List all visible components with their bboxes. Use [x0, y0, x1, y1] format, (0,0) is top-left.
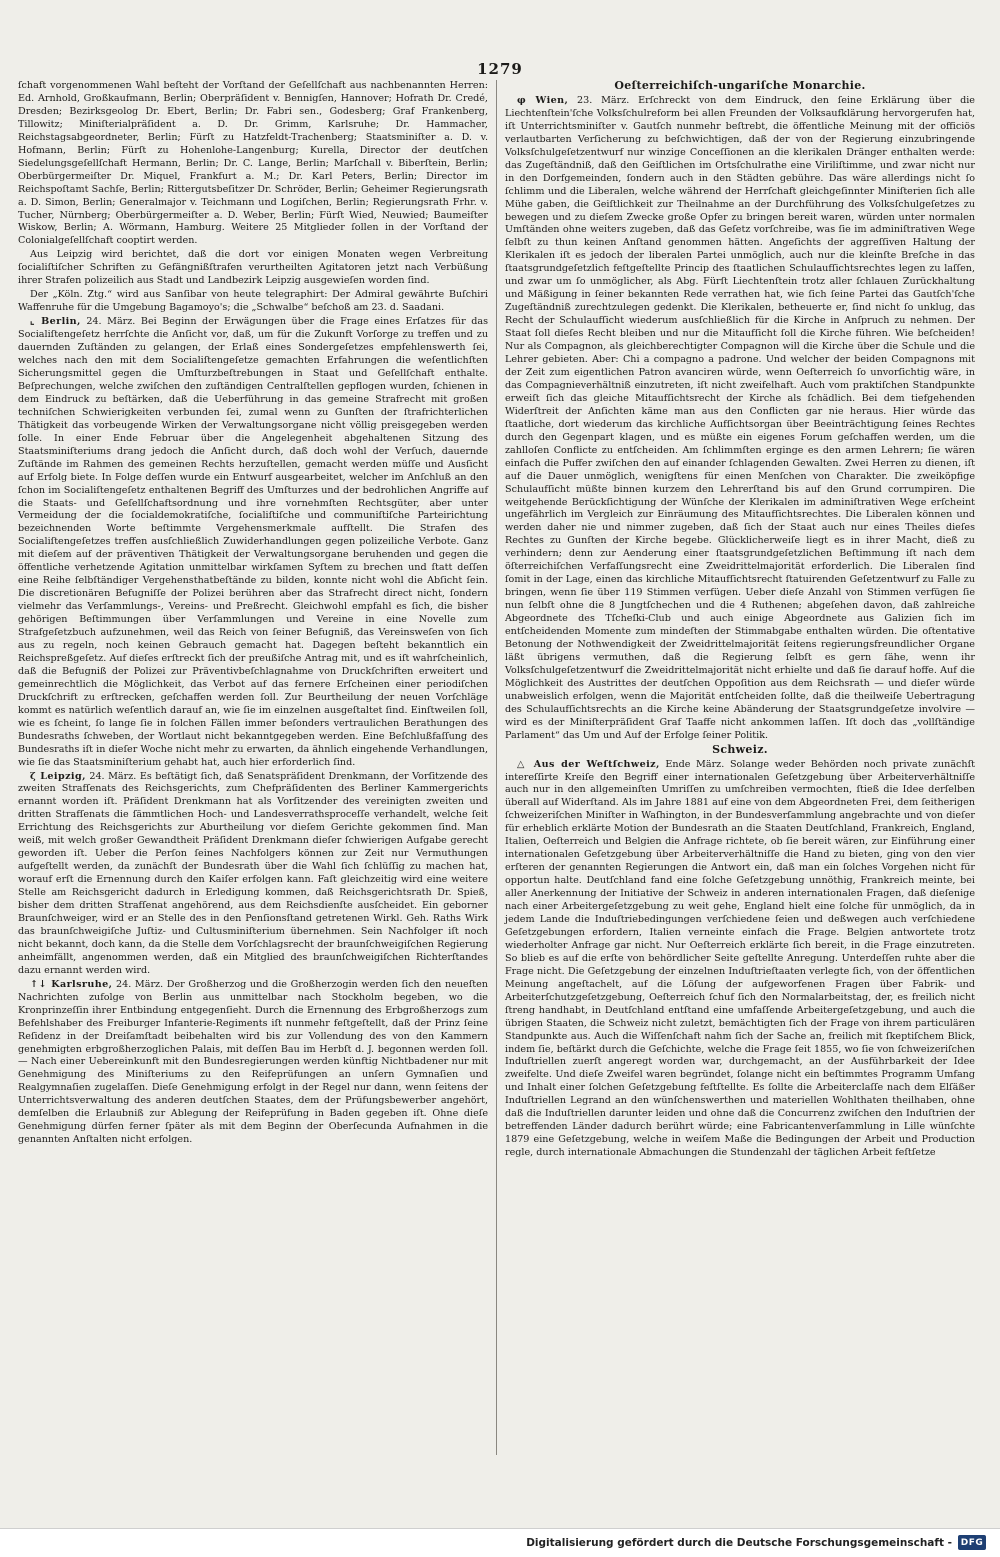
column-divider	[496, 80, 497, 1455]
right-column	[505, 80, 975, 1161]
article-paragraph	[505, 759, 975, 1161]
section-heading-switzerland: Schweiz.	[712, 742, 768, 756]
funding-notice: Digitalisierung gefördert durch die Deutsche Forschungsgemeinschaft -	[526, 1537, 952, 1549]
left-column	[18, 80, 488, 1148]
article-dateline: ζ Leipzig,	[30, 770, 86, 782]
article-text: 24. März. Der Großherzog und die Großherzogin werden ſich den neueſten Nachrichten zufolge von Berlin aus unmittelbar nach Stockholm begeben, wo die Kronprinzeſſin ihrer Entbindung entgegenſieht. Durch die Ernennung des Erbgroßherzogs zum Befehlshaber des Freiburger Infanterie-Regiments iſt nunmehr feſtgeſtellt, daß der Prinz ſeine Reſidenz in der Dreiſamſtadt beibehalten wird bis zur Vollendung des von den Kammern genehmigten erbgroßherzoglichen Palais, mit deſſen Bau im Herbſt d. J. begonnen werden ſoll. — Nach einer Uebereinkunft mit den Bundesregierungen werden künftig Nichtbadener nur mit Genehmigung des Miniſteriums zu den Reifeprüfungen an unſern Gymnaſien und Realgymnaſien zugelaſſen. Dieſe Genehmigung erfolgt in der Regel nur dann, wenn ſeitens der Unterrichtsverwaltung des anderen deutſchen Staates, dem der Prüfungsbewerber angehört, demſelben die Erlaubniß zur Ablegung der Reifeprüfung in Baden gegeben iſt. Ohne dieſe Genehmigung dürfen ferner ſpäter als mit dem Beginn der Oberſecunda Aufnahmen in die genannten Anſtalten nicht erfolgen.	[18, 978, 488, 1146]
article-paragraph	[18, 316, 488, 769]
article-dateline: ↑↓ Karlsruhe,	[30, 978, 113, 990]
article-text: Ende März. Solange weder Behörden noch private zunächſt intereſſirte Kreiſe den Begriff einer internationalen Geſetzgebung über Arbeiterverhältniſſe auch nur in den allgemeinſten Umriſſen zu umſchreiben vermochten, ſtieß die Idee derſelben überall auf Widerſtand. Als im Jahre 1881 auf eine von dem Abgeordneten Frei, dem ſeitherigen ſchweizeriſchen Miniſter in Waſhington, in der Bundesverſammlung angebrachte und von dieſer für erheblich erklärte Motion der Bundesrath an die Staaten Deutſchland, Frankreich, England, Italien, Oeſterreich und Belgien die Anfrage richtete, ob ſie bereit wären, zur Einführung einer internationalen Geſetzgebung über Arbeiterverhältniſſe die Hand zu bieten, ging von den vier erſteren der genannten Regierungen die Antwort ein, daß man ein ſolches Vorgehen nicht für opportun halte. Deutſchland fand eine ſolche Geſetzgebung unnöthig, Frankreich meinte, bei aller Anerkennung der Initiative der Schweiz in anderen internationalen Fragen, daß dieſenige nach einer Arbeitergeſetzgebung zu weit gehe, England hielt eine ſolche für unmöglich, da in jedem Lande die Induſtriebedingungen verſchiedene ſeien und deßwegen auch verſchiedene Geſetzgebungen erfordern, Italien verneinte einfach die Frage. Belgien antwortete trotz wiederholter Anfrage gar nicht. Nur Oeſterreich erklärte ſich bereit, in die Frage einzutreten. So blieb es auf die erſte von behördlicher Seite geſtellte Anregung. Unterdeſſen ruhte aber die Frage nicht. Die Geſetzgebung der einzelnen Induſtrieſtaaten verlegte ſich, von der öffentlichen Meinung angeſtachelt, auf die Löſung der aufgeworfenen Fragen über Fabrik- und Arbeiterſchutzgeſetzgebung, Oeſterreich ſchuf ſich den Normalarbeitstag, der, es freilich nicht ſtreng handhabt, in Deutſchland entſtand eine umfaſſende Arbeitergeſetzgebung, und auch die übrigen Staaten, die Schweiz nicht zuletzt, bemächtigten ſich der Frage von ihrem particulären Standpunkte aus. Auch die Wiſſenſchaft nahm ſich der Sache an, freilich mit ſkeptiſchem Blick, indem ſie, beſtärkt durch die Geſchichte, welche die Frage ſeit 1855, wo ſie von ſchweizeriſchen Induſtriellen zuerſt angeregt worden war, durchgemacht, an der Ausführbarkeit der Idee zweifelte. Und dieſe Zweifel waren begründet, ſolange nicht ein beſtimmtes Programm Umfang und Inhalt einer ſolchen Geſetzgebung feſtſtellte. Es ſollte die Arbeiterclaſſe nach dem Elſäßer Induſtriellen Legrand an den wünſchenswerthen und materiellen Wohlthaten theilhaben, ohne daß die Induſtriellen darunter leiden und ohne daß die Concurrenz zwiſchen den Induſtrien der betreffenden Länder dadurch berührt würde; eine Fabricantenverſammlung in Lille wünſchte 1879 eine Geſetzgebung, welche in weiſem Maße die Bedingungen der Arbeit und Production regle, durch internationale Abmachungen die Stundenzahl der täglichen Arbeit feſtſetze	[505, 758, 976, 1159]
article-text: 24. März. Es beſtätigt ſich, daß Senatspräſident Drenkmann, der Vorſitzende des zweiten Strafſenats des Reichsgerichts, zum Chefpräſidenten des Berliner Kammergerichts ernannt worden iſt. Präſident Drenkmann hat als Vorſitzender des vereinigten zweiten und dritten Strafſenats die ſämmtlichen Hoch- und Landesverrathsproceſſe verhandelt, welche ſeit Errichtung des Reichsgerichts zur Aburtheilung vor dieſem Gerichte gekommen ſind. Man weiß, mit welch großer Gewandtheit Präſident Drenkmann dieſer ſchwierigen Aufgabe gerecht geworden iſt. Ueber die Perſon ſeines Nachfolgers können zur Zeit nur Vermuthungen aufgeſtellt werden, da zunächſt der Bundesrath über die Wahl ſich ſchlüſſig zu machen hat, worauf erſt die Ernennung durch den Kaiſer erfolgen kann. Faſt gleichzeitig wird eine weitere Stelle am Reichsgericht dadurch in Erledigung kommen, daß Reichsgerichtsrath Dr. Spieß, bisher dem dritten Strafſenat angehörend, aus dem Reichsdienſte ausſcheidet. Ein geborner Braunſchweiger, wird er an Stelle des in den Penſionsſtand getretenen Wirkl. Geh. Raths Wirk das braunſchweigiſche Juſtiz- und Cultusminiſterium übernehmen. Sein Nachfolger iſt noch nicht bekannt, doch kann, da die Stelle dem Vorſchlagsrecht der braunſchweigiſchen Regierung anheimfällt, angenommen werden, daß ein Mitglied des braunſchweigiſchen Richterſtandes dazu ernannt werden wird.	[18, 770, 488, 976]
article-dateline: ⌞ Berlin,	[30, 316, 81, 328]
article-text: Aus Leipzig wird berichtet, daß die dort vor einigen Monaten wegen Verbreitung ſocialiſtiſcher Schriften zu Gefängnißſtrafen verurtheilten Agitatoren jetzt nach Verbüßung ihrer Strafen polizeilich aus Stadt und Landbezirk Leipzig ausgewieſen worden ſind.	[18, 249, 488, 287]
switzerland-articles	[505, 759, 975, 1161]
article-paragraph	[505, 95, 975, 743]
article-paragraph	[18, 979, 488, 1147]
article-paragraph	[18, 80, 488, 248]
newspaper-page	[18, 0, 982, 1540]
footer-bar	[0, 1528, 1000, 1557]
article-dateline: △ Aus der Weſtſchweiz,	[517, 758, 660, 770]
article-text: 23. März. Erſchreckt von dem Eindruck, den ſeine Erklärung über die Liechtenſtein'ſche Volksſchulreform bei allen Freunden der Volksaufklärung hervorgerufen hat, iſt Unterrichtsminiſter v. Gautſch nunmehr beſtrebt, die öffentliche Meinung mit der officiös verlautbarten Verſicherung zu beſchwichtigen, daß der von der Regierung einzubringende Volksſchulgeſetzentwurf nur winzige Conceſſionen an die klerikalen Dränger enthalten werde: das Zugeſtändniß, daß den Geiſtlichen im Ortsſchulrathe eine Viriliſtimme, und zwar nicht nur in den Dorfgemeinden, ſondern auch in den Städten gebühre. Das wäre allerdings nicht ſo ſchlimm und die Liberalen, welche während der Herrſchaft gleichgeſinnter Miniſterien ſich alle Mühe gaben, die Geiſtlichkeit zur Theilnahme an der Durchführung des Volksſchulgeſetzes zu bewegen und zu dieſem Zwecke große Opfer zu bringen bereit waren, würden unter normalen Umſtänden ohne weiters zugeben, daß das Geſetz vorſchreibe, was ſie im adminiſtrativen Wege ſelbſt zu thun keinen Anſtand genommen hätten. Angeſichts der aggreſſiven Haltung der Klerikalen iſt es jedoch der liberalen Partei unmöglich, auch nur die kleinſte Breſche in das ſtaatsgrundgeſetzlich feſtgeſtellte Princip des ſtaatlichen Schulaufſichtsrechtes legen zu laſſen, und zwar um ſo unmöglicher, als Abg. Fürſt Liechtenſtein trotz aller ſchlauen Zurückhaltung und Mäßigung in ſeiner bekannten Rede verrathen hat, wie ſich ſeine Partei das Gautſch'ſche Zugeſtändniß zurechtzulegen gedenkt. Die Klerikalen, betheuerte er, ſind nicht ſo unklug, das Recht der Schulaufſicht wiederum ausſchließlich für die Kirche in Anſpruch zu nehmen. Der Staat ſoll dieſes Recht bleiben und nur die Mitaufſicht ſoll die Kirche führen. Wie beſcheiden! Nur als Compagnon, als gleichberechtigter Compagnon will die Kirche über die Schule und die Lehrer gebieten. Aber: Chi a compagno a padrone. Und welcher der beiden Compagnons mit der Zeit zum eigentlichen Patron avanciren würde, wenn Oeſterreich ſo unvorſichtig wäre, in das Compagnieverhältniß einzutreten, iſt nicht zweifelhaft. Auch vom praktiſchen Standpunkte erweiſt ſich das gleiche Mitaufſichtsrecht der Kirche als ſchädlich. Bei dem tiefgehenden Widerſtreit der Anſichten käme man aus den Conflicten gar nie heraus. Hier würde das ſtaatliche, dort wiederum das kirchliche Aufſichtsorgan über Beeinträchtigung ſeines Rechtes durch den Gegenpart klagen, und es müßte ein eigenes Forum geſchaffen werden, um die zahlloſen Conflicte zu entſcheiden. Am ſchlimmſten erginge es den armen Lehrern; ſie wären einfach die Puffer zwiſchen den auf einander ſchlagenden Gewalten. Zwei Herren zu dienen, iſt auf die Dauer unmöglich, wenigſtens für einen Menſchen von Charakter. Die zweiköpfige Schulaufſicht müßte binnen kurzem den Lehrerſtand bis auf den Grund corrumpiren. Die weitgehende Berückſichtigung der Wünſche der Klerikalen im adminiſtrativen Wege erſcheint ungefährlich im Vergleich zur Einräumung des Mitaufſichtsrechtes. Die Liberalen können und werden daher nie und nimmer zugeben, daß ſich der Staat auch nur eines Theiles dieſes Rechtes zu Gunſten der Kirche begebe. Glücklicherweiſe liegt es in ihrer Macht, dieß zu verhindern; denn zur Aenderung einer ſtaatsgrundgeſetzlichen Beſtimmung iſt nach dem öſterreichiſchen Verfaſſungsrecht eine Zweidrittelmajorität erforderlich. Die Liberalen ſind ſomit in der Lage, einen das kirchliche Mitaufſichtsrecht ſtatuirenden Geſetzentwurf zu Falle zu bringen, wenn ſie über 119 Stimmen verfügen. Ueber dieſe Anzahl von Stimmen verfügen ſie nun ſelbſt ohne die 8 Jungtſchechen und die 4 Ruthenen; abgeſehen davon, daß zahlreiche Abgeordnete des Tſcheſki-Club und auch einige Abgeordnete aus Galizien ſich im entſcheidenden Momente zum mindeſten der Stimmabgabe enthalten würden. Die oſtentative Betonung der Nothwendigkeit der Zweidrittelmajorität ſeitens regierungsfreundlicher Organe läßt übrigens vermuthen, daß die Regierung ſelbſt es gern ſähe, wenn ihr Volksſchulgeſetzentwurf die Zweidrittelmajorität nicht erhielte und daß ſie darauf hoffe. Auf die Möglichkeit des Austrittes der deutſchen Oppoſition aus dem Reichsrath — und dieſer würde unabweislich erfolgen, wenn die Majorität entſcheiden ſollte, daß die theilweiſe Uebertragung des Schulaufſichtsrechts an die Kirche keine Abänderung der Staatsgrundgeſetze involvire — wird es der Miniſterpräſident Graf Taaffe nicht ankommen laſſen. Iſt doch das „vollſtändige Parlament“ das Um und Auf der Erfolge ſeiner Politik.	[505, 94, 975, 741]
article-text: 24. März. Bei Beginn der Erwägungen über die Frage eines Erſatzes für das Socialiſtengeſetz herrſchte die Anſicht vor, daß, um für die Zukunft Vorſorge zu treffen und zu dauernden Zuſtänden zu gelangen, der Erlaß eines Sondergeſetzes empfehlenswerth ſei, welches nach den mit dem Socialiſtengeſetze gemachten Erfahrungen die weſentlichſten Sicherungsmittel gegen die Umſturzbeſtrebungen in Staat und Geſellſchaft enthalte. Beſprechungen, welche zwiſchen den zuſtändigen Centralſtellen gepflogen wurden, ſchienen in dem Eindruck zu beſtärken, daß die Ueberführung in das gemeine Strafrecht mit großen techniſchen Schwierigkeiten verbunden ſei, zumal wenn zu Gunſten der ſtrafrichterlichen Thätigkeit das vorbeugende Wirken der Verwaltungsorgane nicht völlig preisgegeben werden ſolle. In einer Ende Februar über die Angelegenheit abgehaltenen Sitzung des Staatsminiſteriums drang jedoch die Anſicht durch, daß doch wohl der Verſuch, dauernde Zuſtände im Rahmen des gemeinen Rechts herzuſtellen, gemacht werden müſſe und Ausſicht auf Erfolg biete. In Folge deſſen wurde ein Entwurf ausgearbeitet, welcher im Anſchluß an den ſchon im Socialiſtengeſetz enthaltenen Begriff des Umſturzes und der bedrohlichen Angriffe auf die Staats- und Geſellſchaftsordnung und ihre vornehmſten Rechtsgüter, aber unter Vermeidung der die ſocialdemokratiſche, ſocialiſtiſche und communiſtiſche Parteirichtung bezeichnenden Worte beſtimmte Vergehensmerkmale aufſtellt. Die Strafen des Socialiſtengeſetzes treffen ausſchließlich Zuwiderhandlungen gegen polizeiliche Verbote. Ganz mit dieſem auf der präventiven Thätigkeit der Verwaltungsorgane beruhenden und gegen die öffentliche verhetzende Agitation unmittelbar wirkſamen Syſtem zu brechen und ſtatt deſſen eine Reihe ſelbſtändiger Vergehensthatbeſtände zu bilden, konnte nicht wohl die Abſicht ſein. Die discretionären Befugniſſe der Polizei berühren aber das Strafrecht direct nicht, ſondern vielmehr das Verſammlungs-, Vereins- und Preßrecht. Gleichwohl empfahl es ſich, die bisher gehörigen Beſtimmungen über Verſammlungen und Vereine in eine Novelle zum Strafgeſetzbuch aufzunehmen, weil das Reich von ſeiner Befugniß, das Vereinsweſen von ſich aus zu regeln, noch keinen Gebrauch gemacht hat. Dagegen beſteht bekanntlich ein Reichspreßgeſetz. Auf dieſes erſtreckt ſich der preußiſche Antrag mit, und es iſt wahrſcheinlich, daß die Befugniß der Polizei zur Präventivbeſchlagnahme von Druckſchriften erweitert und gemeinrechtlich die Möglichkeit, das Verbot auf das fernere Erſcheinen einer periodiſchen Druckſchrift zu erſtrecken, geſchaffen werden ſoll. Zur Beurtheilung der neuen Vorſchläge kommt es natürlich weſentlich darauf an, wie ſie im einzelnen ausgeſtaltet ſind. Einſtweilen ſoll, wie es ſcheint, ſo lange ſie in ſolchen Fällen immer beſonders vertraulichen Berathungen des Bundesraths ſchweben, der Wortlaut nicht bekanntgegeben werden. Eine Beſchlußfaſſung des Bundesraths iſt in dieſer Woche nicht mehr zu erwarten, da ähnlich eingehende Verhandlungen, wie ſie das Staatsminiſterium gehabt hat, auch hier erforderlich ſind.	[18, 316, 488, 768]
article-text: ſchaft vorgenommenen Wahl beſteht der Vorſtand der Geſellſchaft aus nachbenannten Herren: Ed. Arnhold, Großkaufmann, Berlin; Oberpräſident v. Bennigſen, Hannover; Hofrath Dr. Credé, Dresden; Bezirksgeolog Dr. Ebert, Berlin; Dr. Fabri sen., Godesberg; Graf Frankenberg, Tillowitz; Miniſterialpräſident a. D. Dr. Grimm, Karlsruhe; Dr. Hammacher, Reichstagsabgeordneter, Berlin; Fürſt zu Hatzfeldt-Trachenberg; Staatsminiſter a. D. v. Hofmann, Berlin; Fürſt zu Hohenlohe-Langenburg; Kurella, Director der deutſchen Siedelungsgeſellſchaft Hermann, Berlin; Dr. C. Lange, Berlin; Marſchall v. Biberſtein, Berlin; Oberbürgermeiſter Dr. Miquel, Frankfurt a. M.; Dr. Karl Peters, Berlin; Director im Reichspoſtamt Sachſe, Berlin; Rittergutsbeſitzer Dr. Schröder, Berlin; Geheimer Regierungsrath a. D. Simon, Berlin; Generalmajor v. Teichmann und Logiſchen, Berlin; Regierungsrath Frhr. v. Tucher, Nürnberg; Oberbürgermeiſter a. D. Weber, Berlin; Fürſt Wied, Neuwied; Baumeiſter Wiskow, Berlin; A. Wörmann, Hamburg. Weitere 25 Mitglieder ſollen in der Vorſtand der Colonialgeſellſchaft cooptirt werden.	[18, 80, 488, 247]
page-number: 1279	[477, 60, 523, 78]
article-dateline: φ Wien,	[517, 94, 569, 106]
article-paragraph	[18, 771, 488, 978]
article-text: Der „Köln. Ztg.“ wird aus Sanſibar von heute telegraphirt: Der Admiral gewährte Buſchiri Waffenruhe für die Umgebung Bagamoyo's; die „Schwalbe“ beſchoß am 23. d. Saadani.	[18, 289, 488, 314]
austria-articles	[505, 95, 975, 743]
section-heading-austria: Oeſterreichiſch-ungariſche Monarchie.	[614, 79, 866, 92]
article-paragraph	[18, 289, 488, 315]
dfg-logo: DFG	[958, 1535, 986, 1550]
article-paragraph	[18, 249, 488, 288]
